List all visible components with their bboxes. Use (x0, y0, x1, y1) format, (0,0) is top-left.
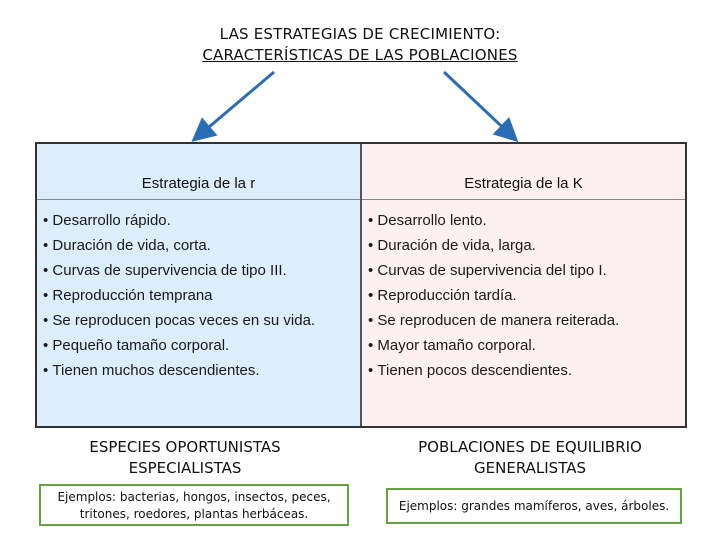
comparison-table (35, 142, 687, 428)
r-strategy-column (37, 144, 362, 426)
arrows (0, 0, 720, 160)
list-item: • Duración de vida, corta. (43, 233, 360, 258)
title-line-2: CARACTERÍSTICAS DE LAS POBLACIONES (202, 46, 518, 64)
r-examples-line-1: Ejemplos: bacterias, hongos, insectos, peces, (57, 490, 331, 504)
list-item: • Mayor tamaño corporal. (368, 333, 685, 358)
r-examples-line-2: tritones, roedores, plantas herbáceas. (79, 507, 309, 521)
list-item: • Reproducción temprana (43, 283, 360, 308)
k-examples-box (386, 488, 682, 524)
k-strategy-column (362, 144, 685, 426)
list-item: • Desarrollo lento. (368, 208, 685, 233)
k-strategy-heading: Estrategia de la K (362, 144, 685, 200)
list-item: • Se reproducen de manera reiterada. (368, 308, 685, 333)
list-item: • Reproducción tardía. (368, 283, 685, 308)
list-item: • Tienen muchos descendientes. (43, 358, 360, 383)
r-category-line-2: ESPECIALISTAS (128, 459, 242, 477)
r-category-line-1: ESPECIES OPORTUNISTAS (89, 438, 281, 456)
list-item: • Desarrollo rápido. (43, 208, 360, 233)
k-category-line-2: GENERALISTAS (474, 459, 586, 477)
list-item: • Tienen pocos descendientes. (368, 358, 685, 383)
k-category-label (360, 437, 700, 479)
list-item: • Curvas de supervivencia del tipo I. (368, 258, 685, 283)
k-examples-line-1: Ejemplos: grandes mamíferos, aves, árboles. (398, 499, 670, 513)
r-strategy-heading: Estrategia de la r (37, 144, 360, 200)
k-category-line-1: POBLACIONES DE EQUILIBRIO (418, 438, 642, 456)
title-line-1: LAS ESTRATEGIAS DE CRECIMIENTO: (219, 25, 501, 43)
list-item: • Pequeño tamaño corporal. (43, 333, 360, 358)
list-item: • Duración de vida, larga. (368, 233, 685, 258)
right-arrow (444, 72, 514, 138)
list-item: • Se reproducen pocas veces en su vida. (43, 308, 360, 333)
r-category-label (15, 437, 355, 479)
r-strategy-list (37, 200, 360, 383)
left-arrow (196, 72, 274, 138)
k-strategy-list (362, 200, 685, 383)
r-examples-box (39, 484, 349, 526)
list-item: • Curvas de supervivencia de tipo III. (43, 258, 360, 283)
